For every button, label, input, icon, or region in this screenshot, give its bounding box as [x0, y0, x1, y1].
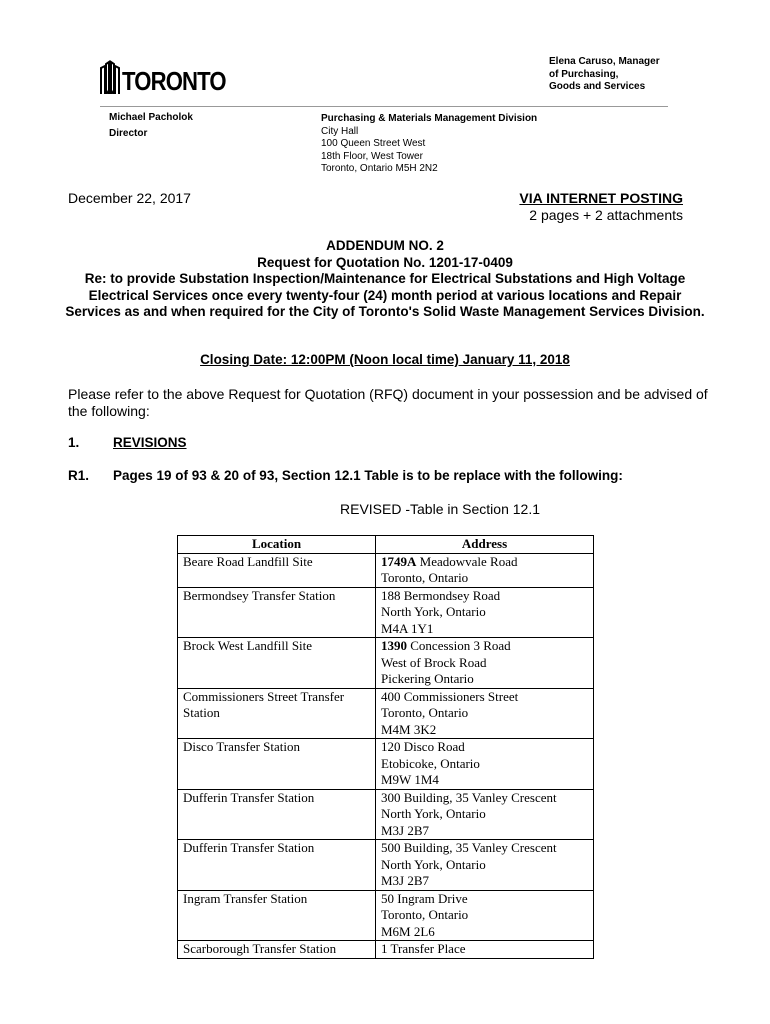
rfq-subject: Re: to provide Substation Inspection/Maintenance for Electrical Substations and High Voltage Electrical Services once every twenty-four (24) month period at various locations and Repair Services as and when required for the City of Toronto's Solid Waste Management Services Division. — [65, 271, 705, 319]
location-cell: Scarborough Transfer Station — [178, 941, 376, 959]
address-cell — [376, 941, 594, 959]
address-line: Toronto, Ontario — [381, 907, 469, 922]
address-line: North York, Ontario — [381, 856, 486, 872]
location-cell: Beare Road Landfill Site — [178, 553, 376, 587]
manager-line: of Purchasing, — [549, 68, 619, 80]
address-line: 50 Ingram Drive — [381, 890, 468, 906]
address-line: 120 Disco Road — [381, 739, 465, 754]
address-line: Toronto, Ontario M5H 2N2 — [321, 163, 438, 174]
posting-pages: 2 pages + 2 attachments — [529, 207, 683, 223]
address-cell — [376, 688, 594, 739]
table-row — [178, 890, 594, 941]
address-line: M6M 2L6 — [381, 923, 435, 939]
address-cell — [376, 587, 594, 638]
address-line — [381, 554, 588, 571]
address-line: North York, Ontario — [381, 604, 486, 619]
location-cell: Bermondsey Transfer Station — [178, 587, 376, 638]
city-hall-icon — [100, 60, 120, 94]
division-name: Purchasing & Materials Management Division — [321, 113, 538, 124]
location-cell: Dufferin Transfer Station — [178, 789, 376, 840]
address-line: M4M 3K2 — [381, 721, 437, 737]
closing-date: Closing Date: 12:00PM (Noon local time) January 11, 2018 — [200, 352, 570, 367]
table-row — [178, 941, 594, 959]
location-cell: Dufferin Transfer Station — [178, 840, 376, 891]
rfq-number: Request for Quotation No. 1201-17-0409 — [257, 254, 513, 270]
address-line: 100 Queen Street West — [321, 138, 426, 149]
address-cell — [376, 739, 594, 790]
section-number: 1. — [68, 435, 80, 450]
address-line: M4A 1Y1 — [381, 620, 434, 636]
address-line: Etobicoke, Ontario — [381, 755, 480, 771]
manager-line: Goods and Services — [549, 81, 646, 92]
table-row — [178, 553, 594, 587]
address-line: M9W 1M4 — [381, 772, 439, 787]
addendum-number: ADDENDUM NO. 2 — [326, 238, 444, 253]
address-cell — [376, 638, 594, 689]
street-number: 1390 — [381, 638, 407, 653]
location-cell: Brock West Landfill Site — [178, 638, 376, 689]
street-number: 1749A — [381, 553, 417, 569]
posting-label: VIA INTERNET POSTING — [519, 190, 683, 206]
address-line: 400 Commissioners Street — [381, 688, 519, 704]
address-line: 300 Building, 35 Vanley Crescent — [381, 789, 557, 805]
locations-table — [177, 535, 594, 959]
address-line: M3J 2B7 — [381, 873, 430, 888]
table-row — [178, 739, 594, 790]
addendum-heading — [60, 238, 710, 321]
address-line: Toronto, Ontario — [381, 570, 469, 585]
director-name: Michael Pacholok — [109, 112, 193, 123]
document-date: December 22, 2017 — [68, 190, 191, 206]
director-block — [109, 110, 193, 142]
location-header: Location — [178, 536, 376, 554]
address-line: 188 Bermondsey Road — [381, 587, 501, 603]
address-line: West of Brock Road — [381, 654, 487, 670]
table-body — [178, 553, 594, 958]
location-cell: Ingram Transfer Station — [178, 890, 376, 941]
location-cell: Disco Transfer Station — [178, 739, 376, 790]
manager-line: Elena Caruso, Manager — [549, 56, 660, 67]
address-line: North York, Ontario — [381, 806, 486, 821]
address-cell — [376, 789, 594, 840]
address-line — [381, 638, 588, 655]
revision-text: Pages 19 of 93 & 20 of 93, Section 12.1 Table is to be replace with the following: — [113, 468, 623, 483]
address-cell — [376, 840, 594, 891]
table-row — [178, 638, 594, 689]
address-header: Address — [376, 536, 594, 554]
address-cell — [376, 890, 594, 941]
table-header-row — [178, 536, 594, 554]
address-cell — [376, 553, 594, 587]
section-title: REVISIONS — [113, 435, 187, 450]
address-line: Toronto, Ontario — [381, 705, 469, 720]
address-line: M3J 2B7 — [381, 822, 430, 838]
table-row — [178, 789, 594, 840]
location-cell: Commissioners Street Transfer Station — [178, 688, 376, 739]
street-name: Meadowvale Road — [419, 553, 518, 569]
manager-block — [549, 56, 660, 94]
street-name: Concession 3 Road — [410, 638, 511, 653]
address-line: 18th Floor, West Tower — [321, 150, 423, 162]
address-line: 500 Building, 35 Vanley Crescent — [381, 840, 557, 855]
intro-paragraph: Please refer to the above Request for Quotation (RFQ) document in your possession and be advised of the following: — [68, 386, 708, 419]
director-title: Director — [109, 128, 148, 139]
address-line: City Hall — [321, 125, 359, 137]
table-row — [178, 688, 594, 739]
division-block — [321, 113, 537, 176]
table-row — [178, 587, 594, 638]
address-line: Pickering Ontario — [381, 671, 474, 686]
header-divider — [100, 106, 668, 107]
table-label: REVISED -Table in Section 12.1 — [340, 501, 540, 517]
logo-wordmark: TORONTO — [122, 66, 226, 96]
address-line: 1 Transfer Place — [381, 941, 466, 956]
posting-block — [519, 190, 683, 224]
revision-number: R1. — [68, 468, 90, 483]
table-row — [178, 840, 594, 891]
toronto-logo — [100, 58, 244, 94]
